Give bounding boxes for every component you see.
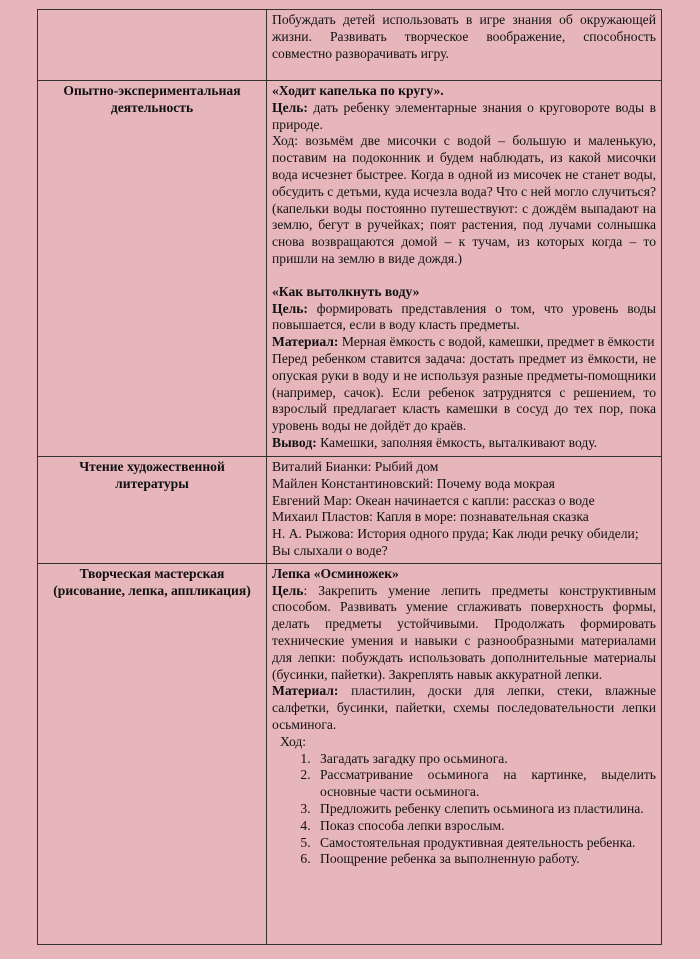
activity-material	[272, 683, 656, 733]
list-item: 5. Самостоятельная продуктивная деятельность ребенка.	[314, 835, 656, 852]
row-label-empty	[38, 10, 267, 81]
activity-title: «Как вытолкнуть воду»	[272, 283, 420, 299]
table-row	[38, 457, 662, 564]
material-label: Материал:	[272, 683, 339, 699]
row-label-experimental: Опытно-экспериментальная деятельность	[38, 81, 267, 457]
activity-goal	[272, 100, 656, 134]
book-item: Н. А. Рыжова: История одного пруда; Как люди речку обидели; Вы слыхали о воде?	[272, 526, 639, 558]
book-item: Михаил Пластов: Капля в море: познавательная сказка	[272, 509, 589, 525]
goal-label: Цель	[272, 582, 304, 598]
material-text: пластилин, доски для лепки, стеки, влажные салфетки, бусинки, пайетки, схемы последовательности лепки осьминога.	[272, 683, 656, 732]
table-row	[38, 81, 662, 457]
book-item: Майлен Константиновский: Почему вода мокрая	[272, 475, 555, 491]
table-row	[38, 563, 662, 944]
activity-process: Ход: возьмём две мисочки с водой – большую и маленькую, поставим на подоконник и будем наблюдать, из какой мисочки вода исчезнет быстрее. Когда в одной из мисочек не станет воды, обсудить с детьми, куда исчезла вода? Что с ней могло случиться? (капельки воды постоянно путешествуют: с дождём выпадают на землю, бегут в ручейках; поят растения, под лучами солнышка снова возвращаются домой – к тучам, из которых когда – то пришли на землю в виде дождя.)	[272, 133, 656, 266]
list-item: 2. Рассматривание осьминога на картинке, выделить основные части осьминога.	[314, 767, 656, 801]
row-content-reading	[267, 457, 662, 564]
activity-process: Перед ребенком ставится задача: достать предмет из ёмкости, не опуская руки в воду и не используя разные предметы-помощники (например, сачок). Если ребенок затруднятся с решением, то взрослый предлагает класть камешки в сосуд до тех пор, пока уровень воды не дойдёт до краёв.	[272, 350, 656, 434]
row-content-workshop	[267, 563, 662, 944]
goal-label: Цель:	[272, 300, 308, 316]
book-item: Евгений Мар: Океан начинается с капли: рассказ о воде	[272, 492, 595, 508]
activity-conclusion	[272, 435, 656, 452]
activities-table	[37, 9, 662, 945]
material-text: Мерная ёмкость с водой, камешки, предмет в ёмкости	[338, 334, 655, 350]
activity-goal	[272, 583, 656, 684]
goal-label: Цель:	[272, 99, 308, 115]
book-item: Виталий Бианки: Рыбий дом	[272, 459, 439, 474]
process-label: Ход:	[280, 733, 307, 749]
list-item: 6. Поощрение ребенка за выполненную работу.	[314, 851, 656, 868]
activity-goal	[272, 301, 656, 335]
conclusion-label: Вывод:	[272, 434, 317, 450]
activity-title: Лепка «Осминожек»	[272, 565, 399, 581]
activity-material	[272, 334, 656, 351]
list-item: 1. Загадать загадку про осьминога.	[314, 751, 656, 768]
role-play-goals-text: Побуждать детей использовать в игре знания об окружающей жизни. Развивать творческое воображение, способность совместно разворачивать игру.	[272, 12, 656, 61]
row-content-experimental	[267, 81, 662, 457]
table-row	[38, 10, 662, 81]
row-content	[267, 10, 662, 81]
row-label-reading: Чтение художественной литературы	[38, 457, 267, 564]
goal-text: : Закрепить умение лепить предметы конструктивным способом. Развивать умение сглаживать поверхность формы, делать предметы устойчивыми. Продолжать формировать технические умения и навыки с разнообразными материалами для лепки: побуждать использовать дополнительные материалы (бусинки, пайетки). Закреплять навык аккуратной лепки.	[272, 582, 656, 682]
activity-title: «Ходит капелька по кругу».	[272, 83, 444, 98]
conclusion-text: Камешки, заполняя ёмкость, выталкивают воду.	[316, 434, 598, 450]
goal-text: формировать представления о том, что уровень воды повышается, если в воду класть предметы.	[272, 300, 656, 333]
list-item: 3. Предложить ребенку слепить осьминога из пластилина.	[314, 801, 656, 818]
material-label: Материал:	[272, 334, 339, 350]
goal-text: дать ребенку элементарные знания о круговороте воды в природе.	[272, 99, 656, 132]
process-steps-list	[272, 751, 656, 869]
row-label-workshop: Творческая мастерская (рисование, лепка, аппликация)	[38, 563, 267, 944]
spacer	[272, 268, 656, 284]
list-item: 4. Показ способа лепки взрослым.	[314, 818, 656, 835]
